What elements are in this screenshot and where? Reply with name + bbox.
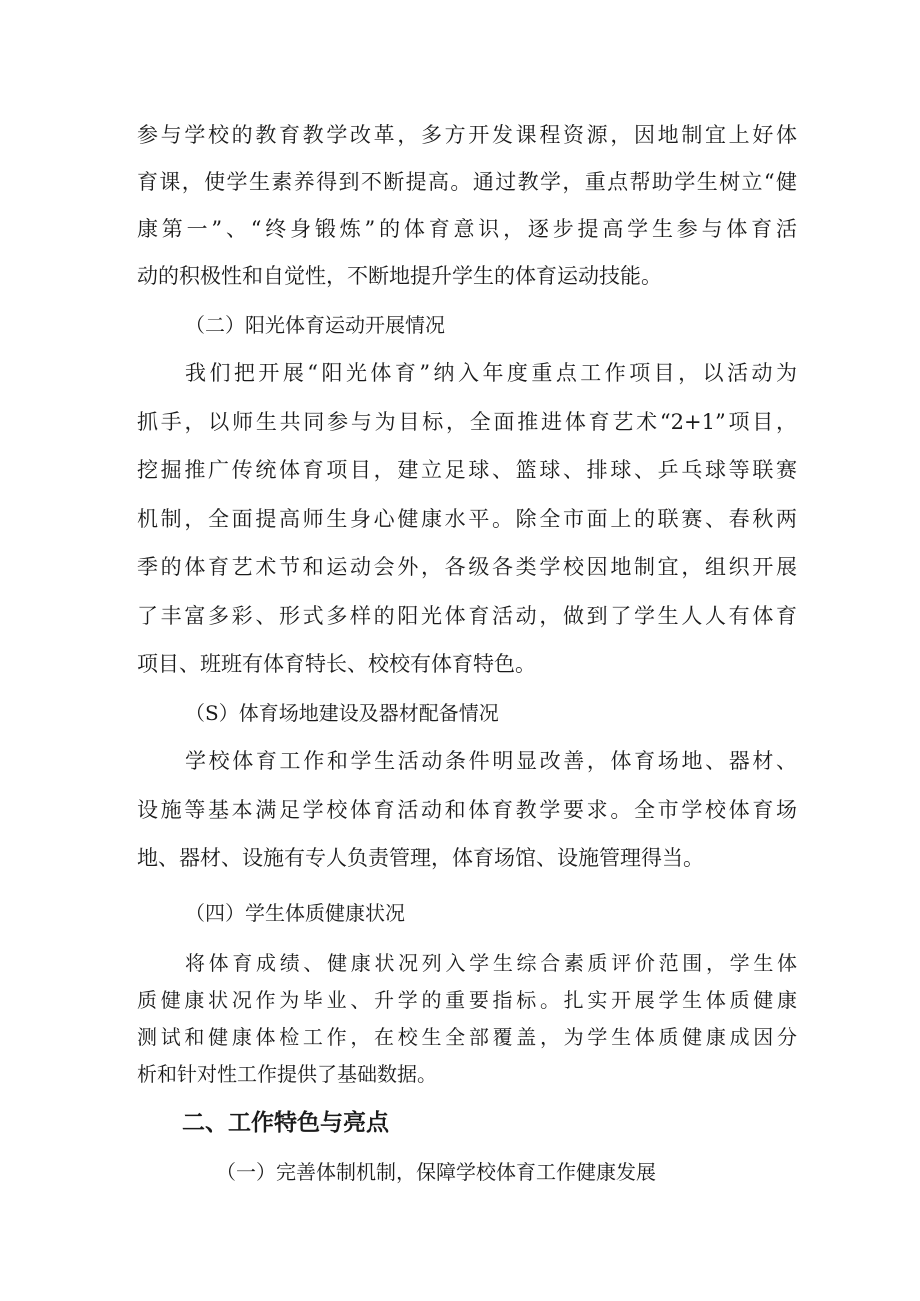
section-2-line-6: 了丰富多彩、形式多样的阳光体育活动，做到了学生人人有体育 [137, 604, 797, 628]
part-2-subsection-1: （一）完善体制机制，保障学校体育工作健康发展 [216, 1160, 656, 1184]
section-2-line-5: 季的体育艺术节和运动会外，各级各类学校因地制宜，组织开展 [137, 555, 797, 579]
section-3-line-3: 地、器材、设施有专人负责管理，体育场馆、设施管理得当。 [137, 846, 704, 870]
section-3-line-2: 设施等基本满足学校体育活动和体育教学要求。全市学校体育场 [137, 798, 797, 822]
section-3-line-1: 学校体育工作和学生活动条件明显改善，体育场地、器材、 [185, 749, 797, 773]
section-2-heading: （二）阳光体育运动开展情况 [185, 313, 445, 337]
section-4-line-2: 质健康状况作为毕业、升学的重要指标。扎实开展学生体质健康 [137, 988, 797, 1012]
paragraph-1-line-4: 动的积极性和自觉性，不断地提升学生的体育运动技能。 [137, 264, 662, 288]
section-4-heading: （四）学生体质健康状况 [185, 901, 405, 925]
section-2-line-1: 我们把开展“阳光体育”纳入年度重点工作项目，以活动为 [185, 361, 797, 385]
paragraph-1-line-1: 参与学校的教育教学改革，多方开发课程资源，因地制宜上好体 [137, 123, 797, 147]
section-4-line-4: 析和针对性工作提供了基础数据。 [137, 1062, 437, 1086]
section-3-heading: （S）体育场地建设及器材配备情况 [185, 701, 499, 725]
section-2-line-4: 机制，全面提高师生身心健康水平。除全市面上的联赛、春秋两 [137, 507, 797, 531]
paragraph-1-line-3: 康第一”、“终身锻炼”的体育意识，逐步提高学生参与体育活 [137, 217, 797, 241]
section-4-line-1: 将体育成绩、健康状况列入学生综合素质评价范围，学生体 [185, 951, 797, 975]
section-2-line-3: 挖掘推广传统体育项目，建立足球、篮球、排球、乒乓球等联赛 [137, 458, 797, 482]
section-2-line-2: 抓手，以师生共同参与为目标，全面推进体育艺术“2+1”项目， [137, 410, 797, 434]
section-2-line-7: 项目、班班有体育特长、校校有体育特色。 [137, 652, 536, 676]
section-4-line-3: 测试和健康体检工作，在校生全部覆盖，为学生体质健康成因分 [137, 1025, 797, 1049]
part-2-heading: 二、工作特色与亮点 [182, 1110, 389, 1136]
paragraph-1-line-2: 育课，使学生素养得到不断提高。通过教学，重点帮助学生树立“健 [137, 170, 797, 194]
